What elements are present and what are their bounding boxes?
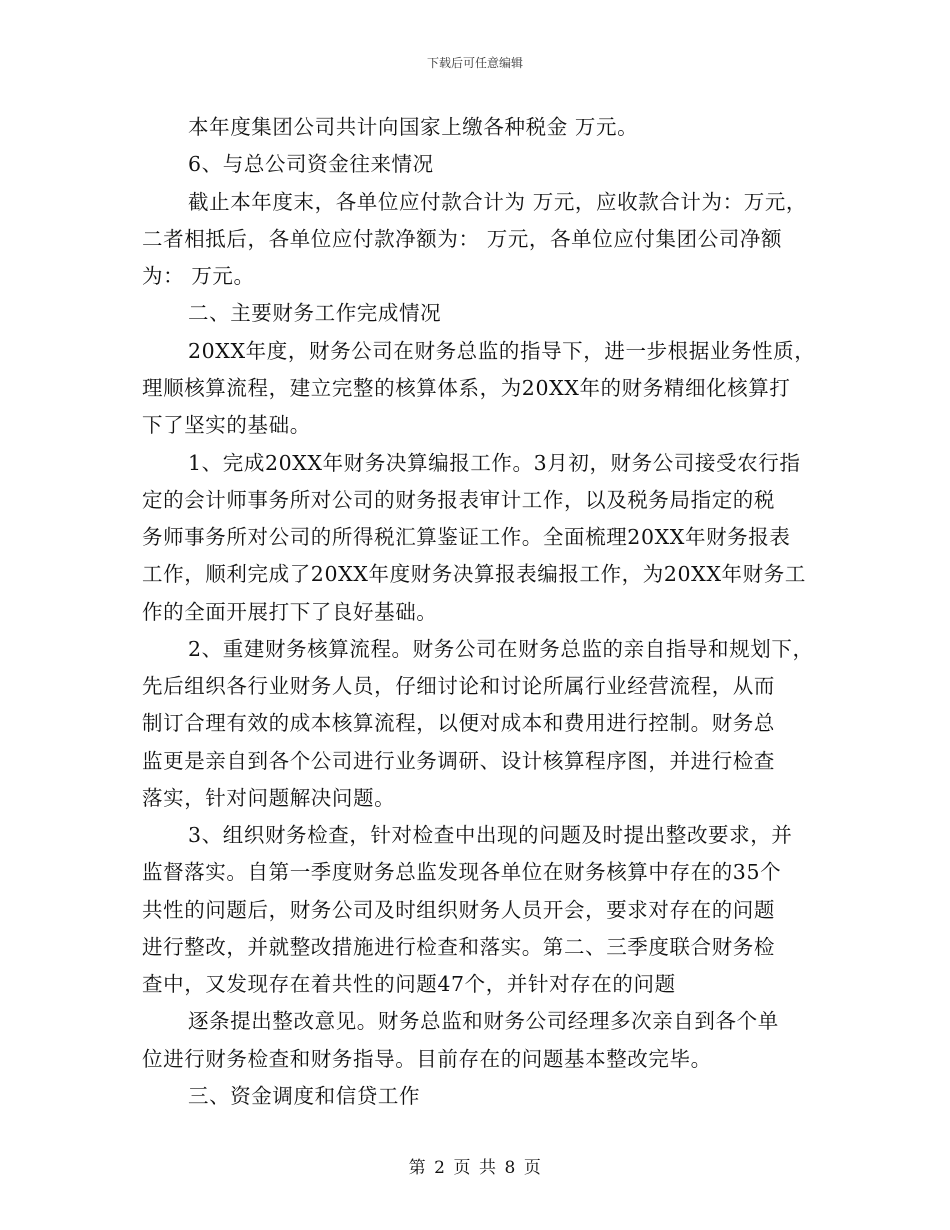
body-line: 查中，又发现存在着共性的问题47个，并针对存在的问题 — [142, 972, 676, 996]
body-line: 共性的问题后，财务公司及时组织财务人员开会，要求对存在的问题 — [142, 898, 775, 922]
body-line: 20XX年度，财务公司在财务总监的指导下，进一步根据业务性质， — [188, 339, 816, 363]
footer-ye: 页 — [523, 1158, 542, 1178]
body-line: 下了坚实的基础。 — [142, 413, 311, 437]
body-line: 工作，顺利完成了20XX年度财务决算报表编报工作，为20XX年财务工 — [142, 562, 806, 586]
body-line: 为： 万元。 — [142, 264, 255, 288]
body-line: 定的会计师事务所对公司的财务报表审计工作，以及税务局指定的税 — [142, 488, 775, 512]
body-line: 位进行财务检查和财务指导。目前存在的问题基本整改完毕。 — [142, 1047, 712, 1071]
body-line: 2、重建财务核算流程。财务公司在财务总监的亲自指导和规划下， — [188, 637, 814, 661]
body-line: 理顺核算流程，建立完整的核算体系，为20XX年的财务精细化核算打 — [142, 376, 791, 400]
body-line: 作的全面开展打下了良好基础。 — [142, 600, 438, 624]
body-line: 3、组织财务检查，针对检查中出现的问题及时提出整改要求，并 — [188, 823, 793, 847]
body-line: 二、主要财务工作完成情况 — [188, 301, 442, 325]
body-line: 1、完成20XX年财务决算编报工作。3月初，财务公司接受农行指 — [188, 451, 801, 475]
page-header-note: 下载后可任意编辑 — [426, 56, 523, 70]
footer-ye: 页 — [453, 1158, 471, 1178]
body-line: 进行整改，并就整改措施进行检查和落实。第二、三季度联合财务检 — [142, 935, 775, 959]
body-line: 逐条提出整改意见。财务总监和财务公司经理多次亲自到各个单 — [188, 1009, 779, 1033]
body-line: 二者相抵后，各单位应付款净额为： 万元，各单位应付集团公司净额 — [142, 227, 783, 251]
page-footer — [0, 1153, 950, 1178]
page-current-number: 2 — [434, 1158, 446, 1178]
body-line: 务师事务所对公司的所得税汇算鉴证工作。全面梳理20XX年财务报表 — [142, 525, 791, 549]
body-line: 本年度集团公司共计向国家上缴各种税金 万元。 — [188, 115, 639, 139]
body-line: 监督落实。自第一季度财务总监发现各单位在财务核算中存在的35个 — [142, 860, 782, 884]
body-line: 先后组织各行业财务人员，仔细讨论和讨论所属行业经营流程，从而 — [142, 674, 775, 698]
footer-di: 第 — [408, 1158, 427, 1178]
page-total-number: 8 — [504, 1158, 516, 1178]
body-line: 落实，针对问题解决问题。 — [142, 786, 396, 810]
body-line: 监更是亲自到各个公司进行业务调研、设计核算程序图，并进行检查 — [142, 749, 775, 773]
footer-gong: 共 — [479, 1158, 497, 1178]
body-line: 截止本年度末，各单位应付款合计为 万元，应收款合计为：万元， — [188, 190, 808, 214]
body-line: 6、与总公司资金往来情况 — [188, 152, 434, 176]
body-line: 三、资金调度和信贷工作 — [188, 1084, 421, 1108]
body-line: 制订合理有效的成本核算流程，以便对成本和费用进行控制。财务总 — [142, 711, 775, 735]
